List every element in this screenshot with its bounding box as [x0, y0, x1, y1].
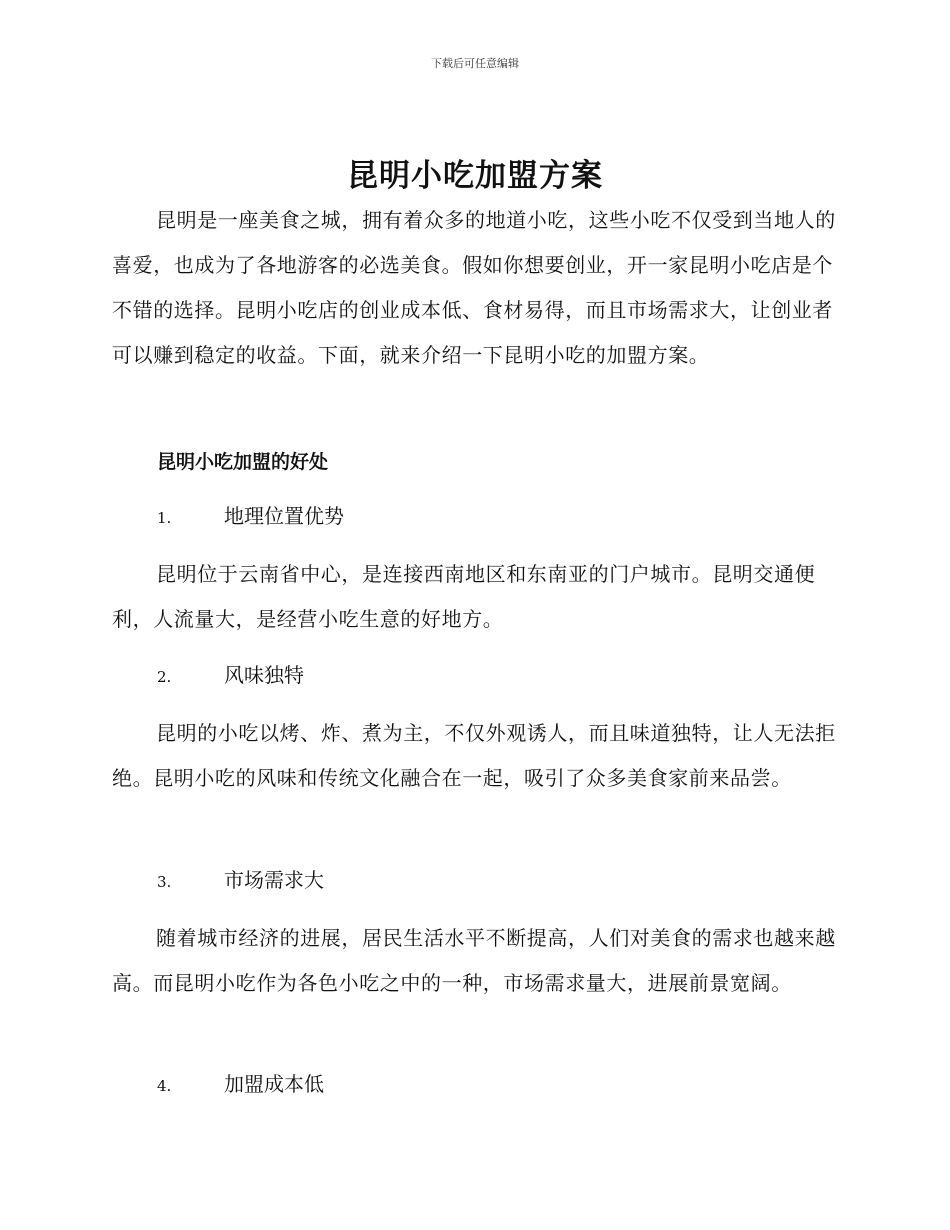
list-label: 风味独特 — [224, 663, 304, 687]
page-title: 昆明小吃加盟方案 — [347, 158, 603, 194]
list-label: 市场需求大 — [224, 868, 324, 892]
list-number: 2. — [157, 668, 172, 686]
item-3-paragraph: 随着城市经济的进展，居民生活水平不断提高，人们对美食的需求也越来越高。而昆明小吃作为各色小吃之中的一种，市场需求量大，进展前景宽阔。 — [112, 926, 836, 995]
item-2-paragraph: 昆明的小吃以烤、炸、煮为主，不仅外观诱人，而且味道独特，让人无法拒绝。昆明小吃的风味和传统文化融合在一起，吸引了众多美食家前来品尝。 — [112, 721, 836, 790]
item-1-paragraph: 昆明位于云南省中心，是连接西南地区和东南亚的门户城市。昆明交通便利，人流量大，是经营小吃生意的好地方。 — [112, 562, 816, 631]
section-heading: 昆明小吃加盟的好处 — [157, 451, 329, 473]
list-number: 3. — [157, 873, 172, 891]
list-item-4 — [157, 1070, 324, 1100]
list-label: 加盟成本低 — [224, 1072, 324, 1096]
list-label: 地理位置优势 — [224, 504, 344, 528]
intro-paragraph: 昆明是一座美食之城，拥有着众多的地道小吃，这些小吃不仅受到当地人的喜爱，也成为了各地游客的必选美食。假如你想要创业，开一家昆明小吃店是个不错的选择。昆明小吃店的创业成本低、食材易得，而且市场需求大，让创业者可以赚到稳定的收益。下面，就来介绍一下昆明小吃的加盟方案。 — [112, 208, 836, 367]
list-item-2 — [157, 661, 304, 691]
list-number: 1. — [157, 509, 172, 527]
header-note: 下载后可任意编辑 — [431, 57, 519, 70]
list-number: 4. — [157, 1077, 172, 1095]
list-item-1 — [157, 502, 344, 532]
list-item-3 — [157, 866, 324, 896]
